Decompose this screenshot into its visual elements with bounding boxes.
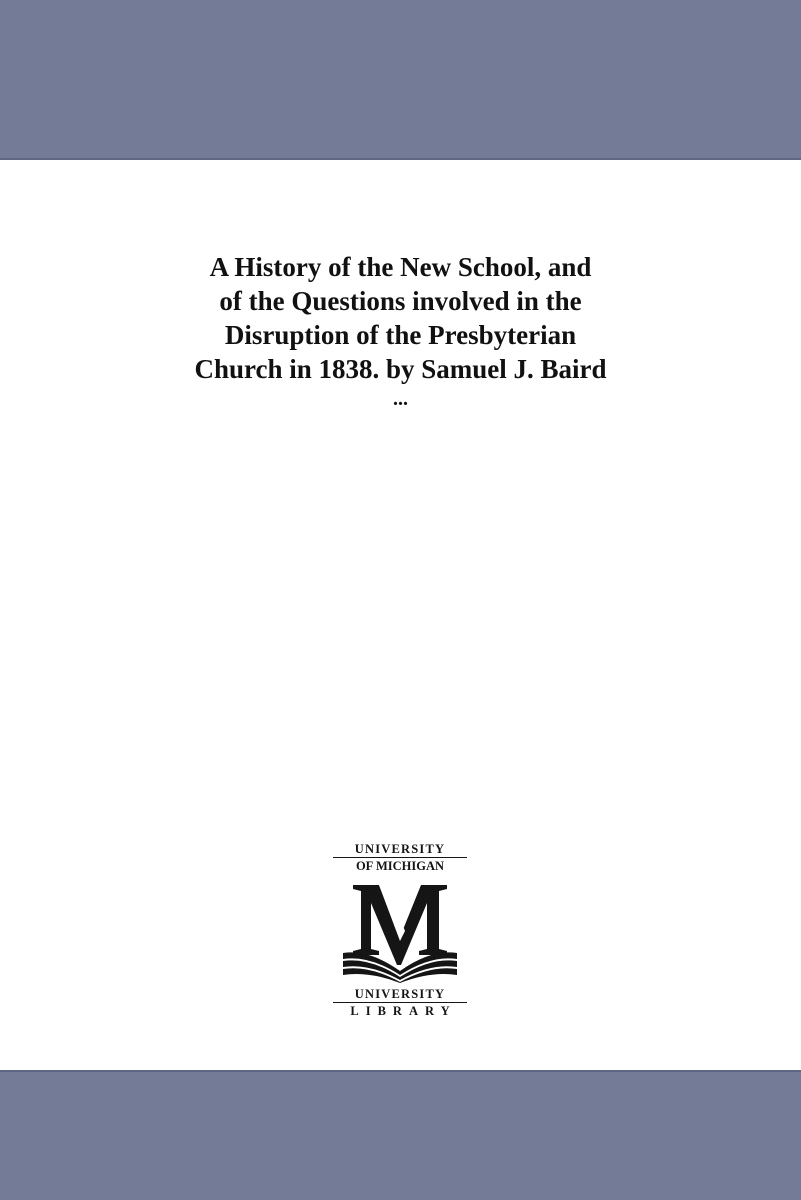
top-color-band	[0, 0, 801, 160]
logo-text-library: LIBRARY	[350, 1004, 457, 1018]
logo-rule-top	[333, 857, 467, 858]
title-line-4: Church in 1838. by Samuel J. Baird	[194, 354, 607, 384]
logo-rule-bottom	[333, 1002, 467, 1003]
title-ellipsis: ...	[393, 388, 408, 410]
book-m-emblem-icon	[339, 879, 461, 983]
logo-text-university-top: UNIVERSITY	[354, 842, 446, 856]
university-of-michigan-library-logo	[333, 842, 467, 1024]
book-title	[100, 250, 701, 410]
book-cover-page	[0, 162, 801, 1070]
title-line-3: Disruption of the Presbyterian	[224, 320, 577, 350]
bottom-color-band	[0, 1070, 801, 1200]
title-line-1: A History of the New School, and	[209, 252, 592, 282]
title-line-2: of the Questions involved in the	[219, 286, 582, 316]
logo-text-of-michigan: OF MICHIGAN	[355, 859, 445, 873]
logo-text-university-bottom: UNIVERSITY	[354, 987, 446, 1001]
